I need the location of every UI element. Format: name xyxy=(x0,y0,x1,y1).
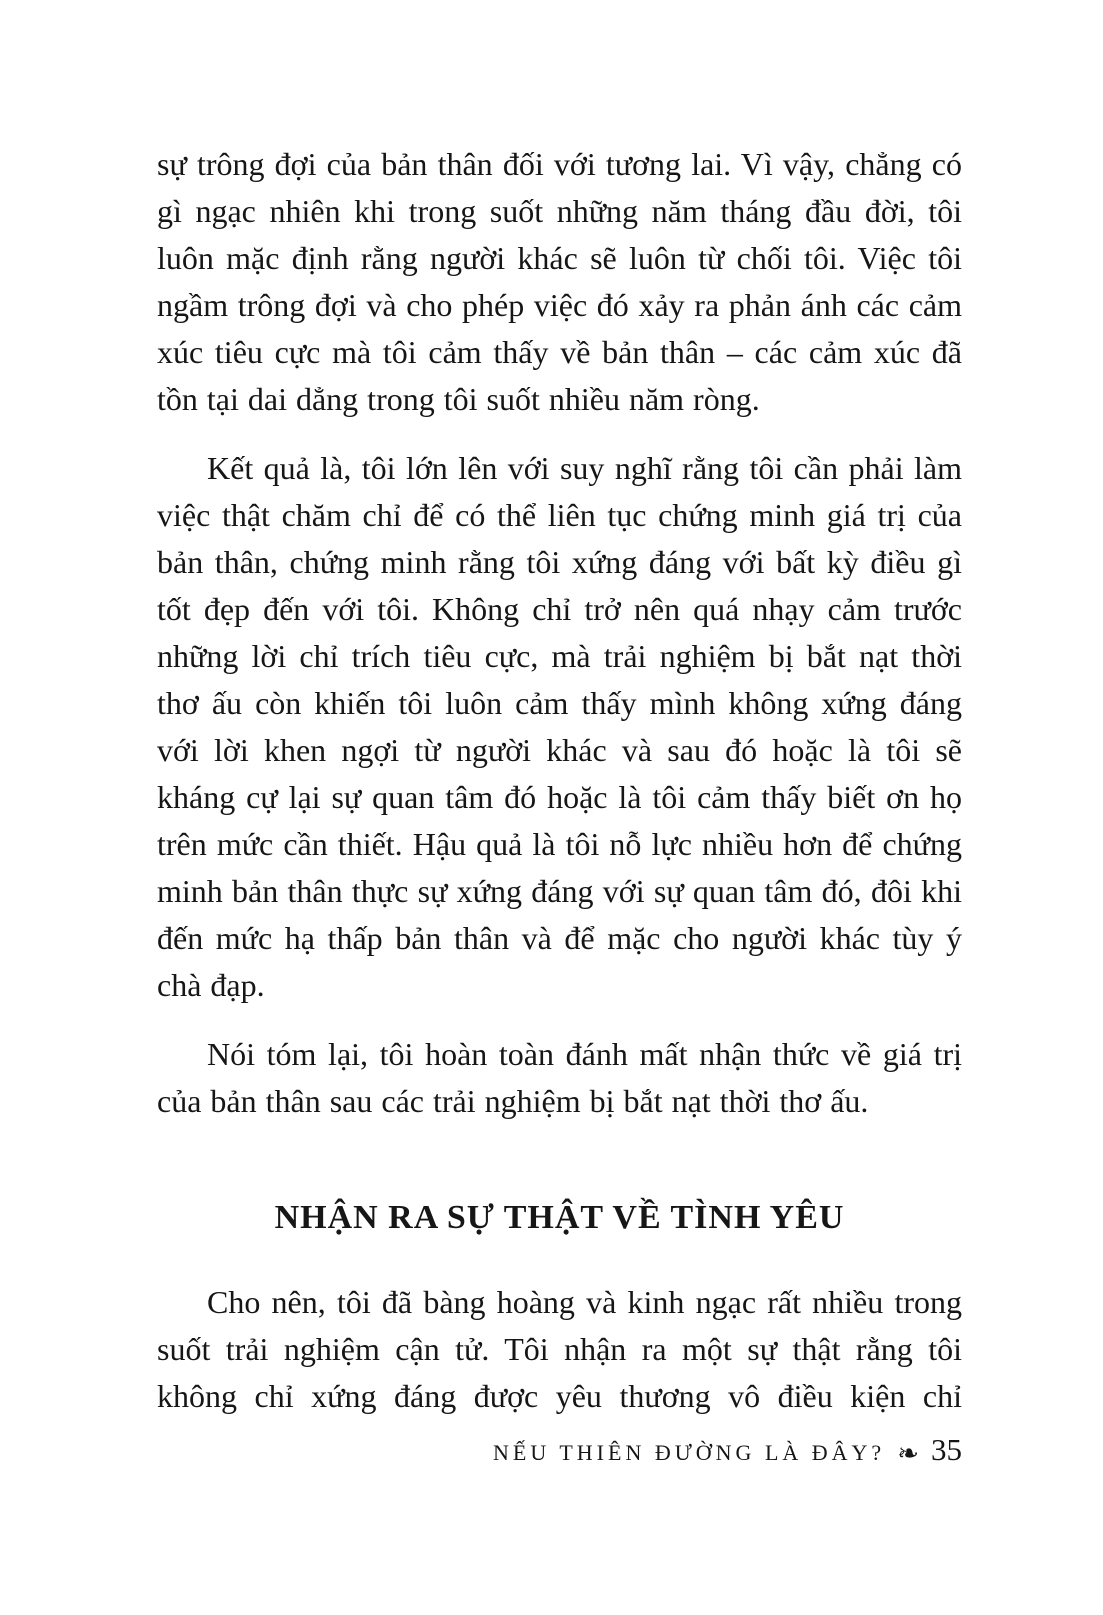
body-paragraph-runover: Cho nên, tôi đã bàng hoàng và kinh ngạc rất nhiều trong suốt trải nghiệm cận tử. Tôi nhận ra một sự thật rằng tôi không chỉ xứng đáng được yêu thương vô điều kiện chỉ xyxy=(157,1284,962,1414)
body-paragraph-continuation: sự trông đợi của bản thân đối với tương lai. Vì vậy, chẳng có gì ngạc nhiên khi trong suốt những năm tháng đầu đời, tôi luôn mặc định rằng người khác sẽ luôn từ chối tôi. Việc tôi ngầm trông đợi và cho phép việc đó xảy ra phản ánh các cảm xúc tiêu cực mà tôi cảm thấy về bản thân – các cảm xúc đã tồn tại dai dẳng trong tôi suốt nhiều năm ròng. xyxy=(157,146,962,417)
section-heading: NHẬN RA SỰ THẬT VỀ TÌNH YÊU xyxy=(274,1199,845,1236)
text-block xyxy=(157,141,962,1420)
fleuron-icon: ❧ xyxy=(897,1439,919,1468)
body-paragraph: Nói tóm lại, tôi hoàn toàn đánh mất nhận thức về giá trị của bản thân sau các trải nghiệm bị bắt nạt thời thơ ấu. xyxy=(157,1036,962,1119)
running-footer xyxy=(493,1432,962,1468)
page-number: 35 xyxy=(931,1432,962,1467)
body-paragraph: Kết quả là, tôi lớn lên với suy nghĩ rằng tôi cần phải làm việc thật chăm chỉ để có thể liên tục chứng minh giá trị của bản thân, chứng minh rằng tôi xứng đáng với bất kỳ điều gì tốt đẹp đến với tôi. Không chỉ trở nên quá nhạy cảm trước những lời chỉ trích tiêu cực, mà trải nghiệm bị bắt nạt thời thơ ấu còn khiến tôi luôn cảm thấy mình không xứng đáng với lời khen ngợi từ người khác và sau đó hoặc là tôi sẽ kháng cự lại sự quan tâm đó hoặc là tôi cảm thấy biết ơn họ trên mức cần thiết. Hậu quả là tôi nỗ lực nhiều hơn để chứng minh bản thân thực sự xứng đáng với sự quan tâm đó, đôi khi đến mức hạ thấp bản thân và để mặc cho người khác tùy ý chà đạp. xyxy=(157,450,962,1003)
running-title: NẾU THIÊN ĐƯỜNG LÀ ĐÂY? xyxy=(493,1440,886,1465)
